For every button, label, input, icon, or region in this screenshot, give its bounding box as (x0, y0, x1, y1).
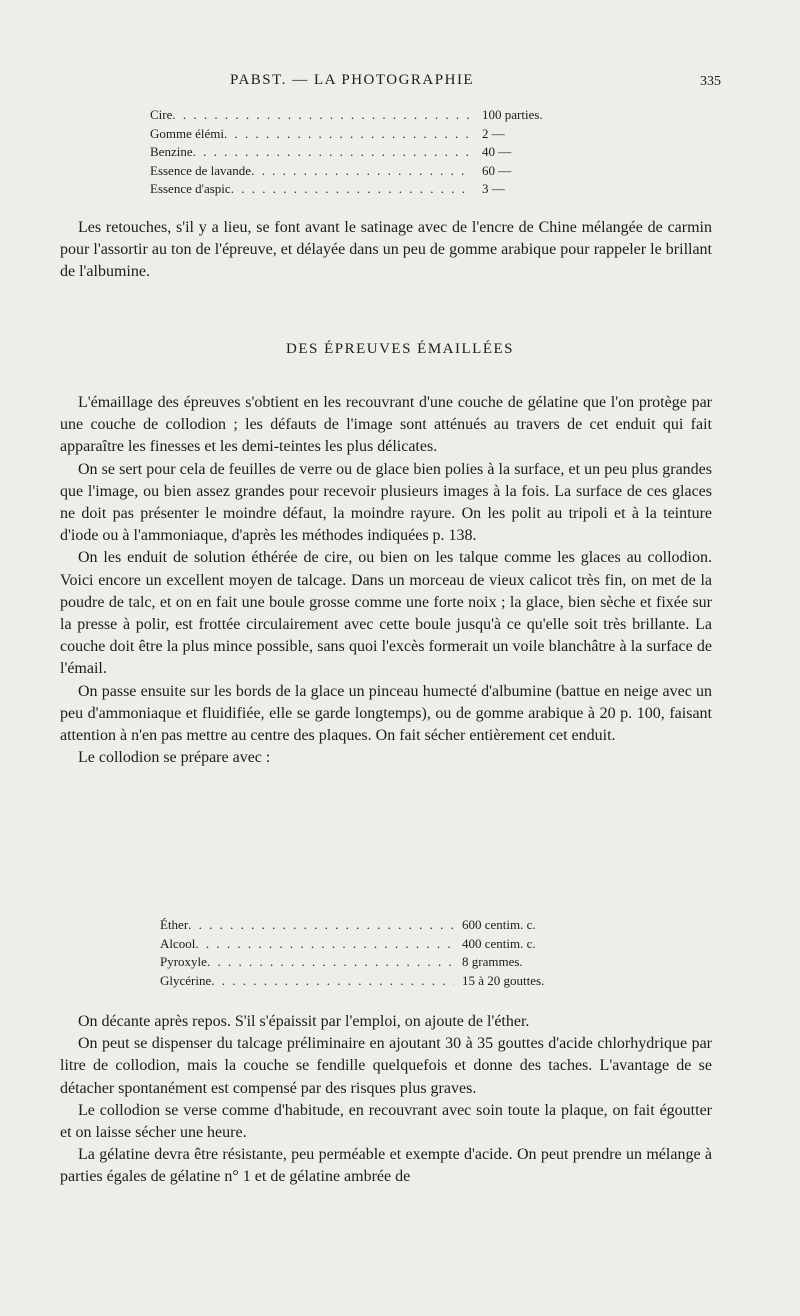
collodion-recipe-list (160, 916, 590, 990)
ingredient-name: Essence de lavande (150, 162, 252, 178)
page-number: 335 (700, 74, 721, 89)
leader-dots (224, 125, 470, 144)
ingredient-name: Cire (150, 107, 173, 122)
recipe-row (150, 180, 570, 199)
paragraph: Le collodion se verse comme d'habitude, en recouvrant avec soin toute la plaque, on fait égoutter et on laisse sécher une heure. (60, 1101, 712, 1142)
recipe-row (160, 935, 590, 954)
ingredient-quantity: 400 centim. c. (462, 935, 536, 951)
leader-dots (195, 935, 454, 954)
recipe-row (150, 143, 570, 162)
recipe-row (160, 916, 590, 935)
ingredient-quantity: 60 — (482, 162, 512, 178)
leader-dots (251, 162, 470, 181)
ingredient-name: Alcool (160, 935, 196, 951)
recipe-row (160, 972, 590, 991)
section-heading: DES ÉPREUVES ÉMAILLÉES (286, 341, 514, 357)
recipe-row (160, 953, 590, 972)
ingredient-name: Gomme élémi (150, 125, 225, 141)
recipe-row (150, 162, 570, 181)
ingredient-quantity: 600 centim. c. (462, 917, 536, 932)
retouches-section (60, 217, 712, 284)
ingredient-name: Pyroxyle (160, 954, 207, 969)
recipe-row (150, 106, 570, 125)
collodion-section (60, 1011, 712, 1189)
running-head (0, 72, 800, 96)
paragraph: On se sert pour cela de feuilles de verre ou de glace bien polies à la surface, et un peu plus grandes que l'image, ou bien assez grandes pour recevoir plusieurs images à la fois. La surface de ces glaces ne doit pas présenter le moindre défaut, la moindre rayure. On les polit au tripoli et à la teinture d'iode ou à l'ammoniaque, d'après les méthodes indiquées p. 138. (60, 460, 712, 545)
paragraph: On peut se dispenser du talcage préliminaire en ajoutant 30 à 35 gouttes d'acide chlorhydrique par litre de collodion, mais la couche se fendille quelquefois et donne des taches. L'avantage de se détacher spontanément est compensé par des risques plus graves. (60, 1035, 712, 1097)
ingredient-name: Éther (160, 917, 189, 932)
paragraph: La gélatine devra être résistante, peu perméable et exempte d'acide. On peut prendre un mélange à parties égales de gélatine n° 1 et de gélatine ambrée de (60, 1146, 712, 1186)
leader-dots (188, 916, 454, 935)
ingredient-name: Benzine (150, 144, 193, 159)
ingredient-quantity: 3 — (482, 181, 505, 196)
leader-dots (193, 143, 470, 162)
running-title: PABST. — LA PHOTOGRAPHIE (230, 72, 475, 88)
ingredient-quantity: 100 parties. (482, 107, 543, 122)
ingredient-quantity: 2 — (482, 125, 505, 141)
leader-dots (172, 106, 470, 125)
ingredient-name: Glycérine (160, 972, 212, 988)
leader-dots (231, 180, 470, 199)
paragraph: Les retouches, s'il y a lieu, se font avant le satinage avec de l'encre de Chine mélangée de carmin pour l'assortir au ton de l'épreuve, et délayée dans un peu de gomme arabique pour rappeler le brillant de l'albumine. (60, 219, 712, 281)
varnish-recipe-list (150, 106, 570, 199)
ingredient-quantity: 15 à 20 gouttes. (462, 972, 545, 988)
leader-dots (211, 972, 454, 991)
paragraph: On les enduit de solution éthérée de cire, ou bien on les talque comme les glaces au collodion. Voici encore un excellent moyen de talcage. Dans un morceau de vieux calicot très fin, on met de la poudre de talc, et on en fait une boule grosse comme une forte noix ; la glace, bien sèche et fixée sur la presse à polir, est frottée circulairement avec cette boule jusqu'à ce qu'elle soit très brillante. La couche doit être la plus mince possible, sans quoi l'excès formerait un voile blanchâtre à la surface de l'émail. (60, 549, 712, 678)
recipe-row (150, 125, 570, 144)
paragraph: Le collodion se prépare avec : (78, 749, 271, 767)
ingredient-quantity: 40 — (482, 144, 512, 159)
paragraph: On passe ensuite sur les bords de la glace un pinceau humecté d'albumine (battue en neige avec un peu d'ammoniaque et fluidifiée, elle se garde longtemps), ou de gomme arabique à 20 p. 100, faisant attention à n'en pas mettre au centre des plaques. On fait sécher entièrement cet enduit. (60, 682, 712, 745)
ingredient-name: Essence d'aspic (150, 181, 231, 196)
ingredient-quantity: 8 grammes. (462, 954, 523, 969)
paragraph: On décante après repos. S'il s'épaissit par l'emploi, on ajoute de l'éther. (78, 1013, 530, 1030)
leader-dots (207, 953, 454, 972)
paragraph: L'émaillage des épreuves s'obtient en les recouvrant d'une couche de gélatine que l'on protège par une couche de collodion ; les défauts de l'image sont atténués au travers de cet enduit qui fait apparaître les finesses et les demi-teintes les plus délicates. (60, 394, 712, 456)
emaillage-section (60, 392, 712, 769)
